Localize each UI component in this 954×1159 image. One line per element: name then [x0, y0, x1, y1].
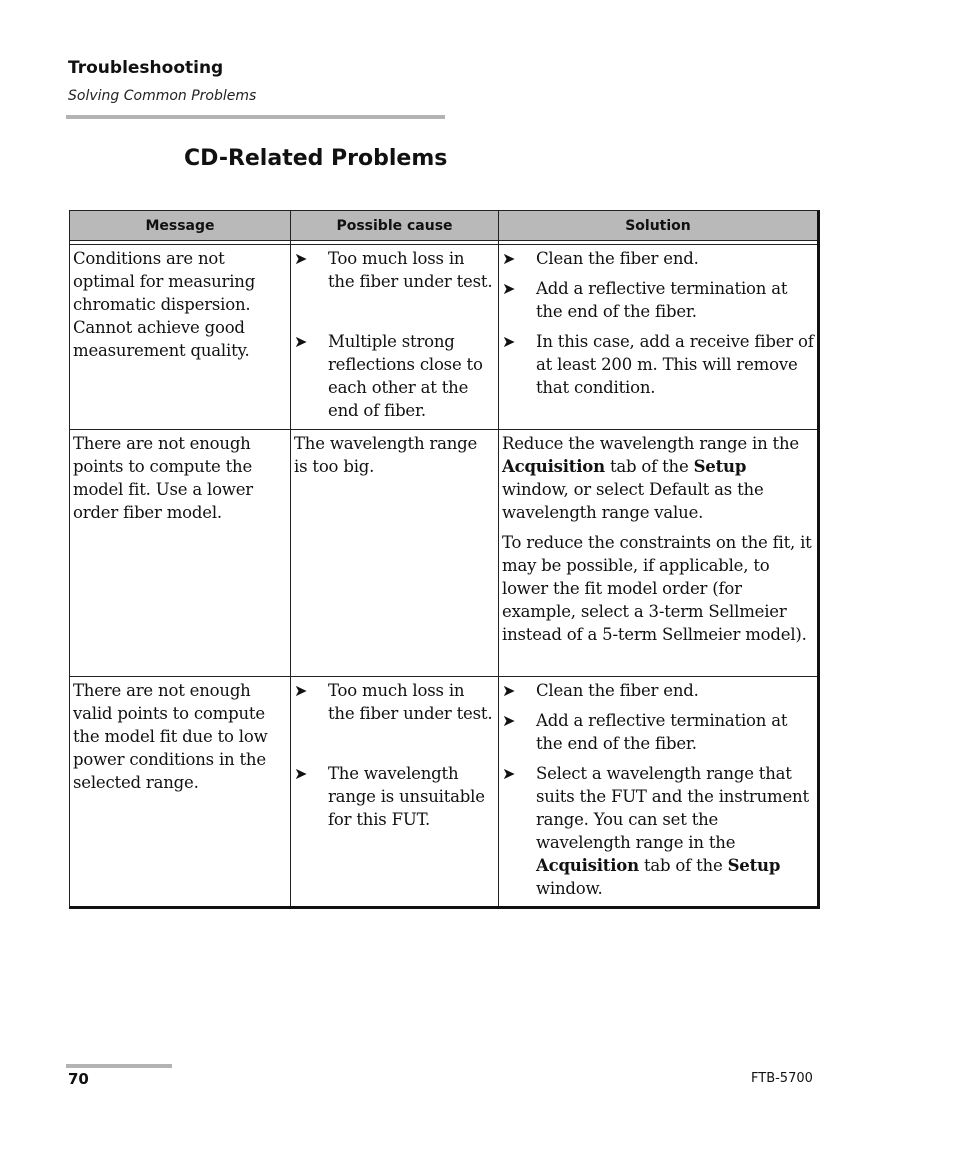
section-title: CD-Related Problems	[184, 146, 448, 171]
solution-text: Clean the fiber end.	[536, 681, 699, 700]
solution-text: Add a reflective termination at the end of the fiber.	[536, 711, 788, 753]
solution-paragraph: To reduce the constraints on the fit, it may be possible, if applicable, to lower the fit model order (for example, select a 3-term Sellmeier instead of a 5-term Sellmeier model).	[502, 533, 812, 644]
solution-text: Clean the fiber end.	[536, 249, 699, 268]
table-row	[70, 677, 817, 906]
header-divider	[66, 115, 445, 119]
solution-text-part: Select a wavelength range that suits the FUT and the instrument range. You can set the wavelength range in the	[536, 764, 809, 852]
message-cell: Conditions are not optimal for measuring chromatic dispersion. Cannot achieve good measurement quality.	[70, 245, 291, 429]
solution-text: Add a reflective termination at the end of the fiber.	[536, 279, 788, 321]
acquisition-tab-ref: Acquisition	[536, 856, 639, 875]
solution-bullet	[502, 247, 814, 270]
table-header-row	[70, 211, 817, 241]
cause-bullet	[294, 330, 495, 422]
solution-bullet	[502, 330, 814, 399]
solution-text-part: tab of the	[638, 856, 728, 875]
cause-bullet	[294, 679, 495, 725]
product-name: FTB-5700	[751, 1071, 813, 1086]
column-header-possible-cause: Possible cause	[291, 211, 499, 240]
footer-divider	[66, 1064, 172, 1068]
cause-cell	[291, 245, 499, 429]
cause-text: Too much loss in the fiber under test.	[328, 681, 493, 723]
page-number: 70	[68, 1070, 89, 1088]
solution-paragraph	[502, 432, 814, 524]
solution-bullet	[502, 762, 814, 900]
solution-text: window, or select Default as the wavelength range value.	[502, 480, 764, 522]
cause-bullet	[294, 247, 495, 293]
running-header-subtitle: Solving Common Problems	[68, 88, 257, 104]
arrow-bullet-icon: ➤	[294, 681, 308, 700]
gap-cell	[70, 241, 291, 244]
message-cell: There are not enough valid points to compute the model fit due to low power conditions in the selected range.	[70, 677, 291, 906]
solution-text: In this case, add a receive fiber of at least 200 m. This will remove that condition.	[536, 332, 814, 397]
cause-cell: The wavelength range is too big.	[291, 430, 499, 676]
arrow-bullet-icon: ➤	[294, 764, 308, 783]
table-row	[70, 430, 817, 677]
arrow-bullet-icon: ➤	[294, 332, 308, 351]
cause-text: The wavelength range is unsuitable for this FUT.	[328, 764, 485, 829]
arrow-bullet-icon: ➤	[502, 681, 516, 700]
setup-window-ref: Setup	[693, 457, 747, 476]
cause-text: Multiple strong reflections close to each other at the end of fiber.	[328, 332, 483, 420]
column-header-message: Message	[70, 211, 291, 240]
table-row	[70, 245, 817, 430]
arrow-bullet-icon: ➤	[502, 279, 516, 298]
cause-text: Too much loss in the fiber under test.	[328, 249, 493, 291]
solution-bullet	[502, 277, 814, 323]
arrow-bullet-icon: ➤	[502, 711, 516, 730]
solution-text	[536, 762, 814, 900]
solution-cell	[499, 245, 817, 429]
setup-window-ref: Setup	[727, 856, 781, 875]
running-header-title: Troubleshooting	[68, 58, 224, 78]
solution-text: tab of the	[604, 457, 694, 476]
arrow-bullet-icon: ➤	[502, 332, 516, 351]
solution-text: Reduce the wavelength range in the	[502, 434, 799, 453]
cause-cell	[291, 677, 499, 906]
arrow-bullet-icon: ➤	[502, 249, 516, 268]
cause-bullet	[294, 762, 495, 831]
gap-cell	[499, 241, 817, 244]
solution-cell	[499, 430, 817, 676]
acquisition-tab-ref: Acquisition	[502, 457, 605, 476]
arrow-bullet-icon: ➤	[502, 764, 516, 783]
solution-text-part: window.	[536, 879, 603, 898]
message-cell: There are not enough points to compute the model fit. Use a lower order fiber model.	[70, 430, 291, 676]
solution-cell	[499, 677, 817, 906]
solution-bullet	[502, 709, 814, 755]
solution-bullet	[502, 679, 814, 702]
problems-table	[69, 210, 820, 909]
gap-cell	[291, 241, 499, 244]
column-header-solution: Solution	[625, 217, 691, 234]
arrow-bullet-icon: ➤	[294, 249, 308, 268]
